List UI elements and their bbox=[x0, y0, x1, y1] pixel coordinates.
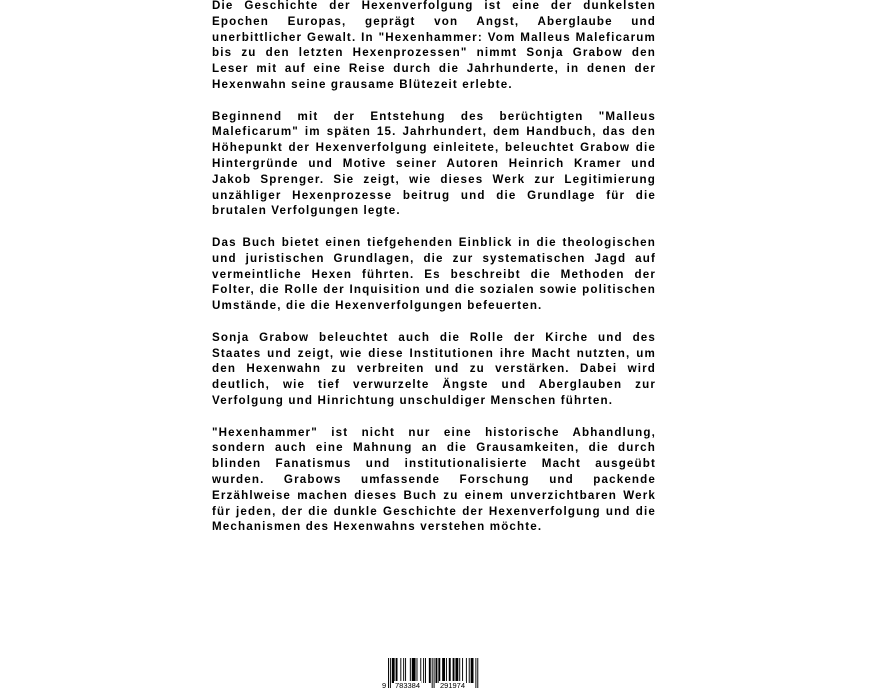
barcode-bar bbox=[403, 658, 404, 683]
blurb-text bbox=[212, 0, 656, 551]
barcode-bar bbox=[392, 658, 395, 683]
barcode-bar bbox=[442, 658, 445, 683]
barcode-bar bbox=[425, 658, 426, 683]
barcode-bar bbox=[462, 658, 463, 683]
barcode-bar bbox=[453, 658, 455, 683]
isbn-barcode bbox=[382, 658, 484, 694]
barcode-bar bbox=[471, 658, 474, 683]
paragraph-3: Das Buch bietet einen tiefgehenden Einblick in die theologischen und juristischen Grundlagen, die zur systematischen Jagd auf vermeintliche Hexen führten. Es beschreibt die Methoden der Folter, die Rolle der Inquisition und die sozialen sowie politischen Umstände, die die Hexenverfolgungen befeuerten. bbox=[212, 235, 656, 313]
paragraph-5: "Hexenhammer" ist nicht nur eine historische Abhandlung, sondern auch eine Mahnung an die Grausamkeiten, die durch blinden Fanatismus und institutionalisierte Macht ausgeübt wurden. Grabows umfassende Forschung und packende Erzählweise machen dieses Buch zu einem unverzichtbaren Werk für jeden, der die dunkle Geschichte der Hexenverfolgung und die Mechanismen des Hexenwahns verstehen möchte. bbox=[212, 425, 656, 534]
barcode-bar bbox=[436, 658, 438, 683]
barcode-bar bbox=[400, 658, 401, 683]
barcode-bar bbox=[466, 658, 467, 683]
barcode-bar bbox=[420, 658, 421, 683]
barcode-bar bbox=[455, 658, 458, 683]
barcode-lead-digit: 9 bbox=[382, 681, 387, 690]
barcode-bar bbox=[417, 658, 418, 683]
barcode-bar bbox=[410, 658, 411, 683]
barcode-bar bbox=[469, 658, 470, 683]
barcode-bar bbox=[446, 658, 447, 683]
barcode-bar bbox=[438, 658, 440, 683]
paragraph-4: Sonja Grabow beleuchtet auch die Rolle der Kirche und des Staates und zeigt, wie diese Institutionen ihre Macht nutzten, um den Hexenwahn zu verbreiten und zu verstärken. Dabei wird deutlich, wie tief verwurzelte Ängste und Aberglauben zur Verfolgung und Hinrichtung unschuldiger Menschen führten. bbox=[212, 330, 656, 407]
barcode-bar bbox=[396, 658, 398, 683]
paragraph-2: Beginnend mit der Entstehung des berüchtigten "Malleus Maleficarum" im späten 15. Jahrhundert, dem Handbuch, das den Höhepunkt der Hexenverfolgung einleitete, beleuchtet Grabow die Hintergründe und Motive seiner Autoren Heinrich Kramer und Jakob Sprenger. Sie zeigt, wie dieses Werk zur Legitimierung unzähliger Hexenprozesse beitrug und die Grundlage für die brutalen Verfolgungen legte. bbox=[212, 109, 656, 218]
barcode-bar bbox=[405, 658, 406, 683]
barcode-digits bbox=[382, 681, 484, 692]
barcode-bar bbox=[429, 658, 431, 683]
barcode-left-digits: 783384 bbox=[395, 681, 421, 690]
barcode-bar bbox=[412, 658, 416, 683]
barcode-bar bbox=[449, 658, 451, 683]
barcode-bar bbox=[423, 658, 424, 683]
barcode-bar bbox=[459, 658, 460, 683]
barcode-right-digits: 291974 bbox=[440, 681, 466, 690]
paragraph-1: Die Geschichte der Hexenverfolgung ist eine der dunkelsten Epochen Europas, geprägt von Angst, Aberglaube und unerbittlicher Gewalt. In "Hexenhammer: Vom Malleus Maleficarum bis zu den letzten Hexenprozessen" nimmt Sonja Grabow den Leser mit auf eine Reise durch die Jahrhunderte, in denen der Hexenwahn seine grausame Blütezeit erlebte. bbox=[212, 0, 656, 91]
